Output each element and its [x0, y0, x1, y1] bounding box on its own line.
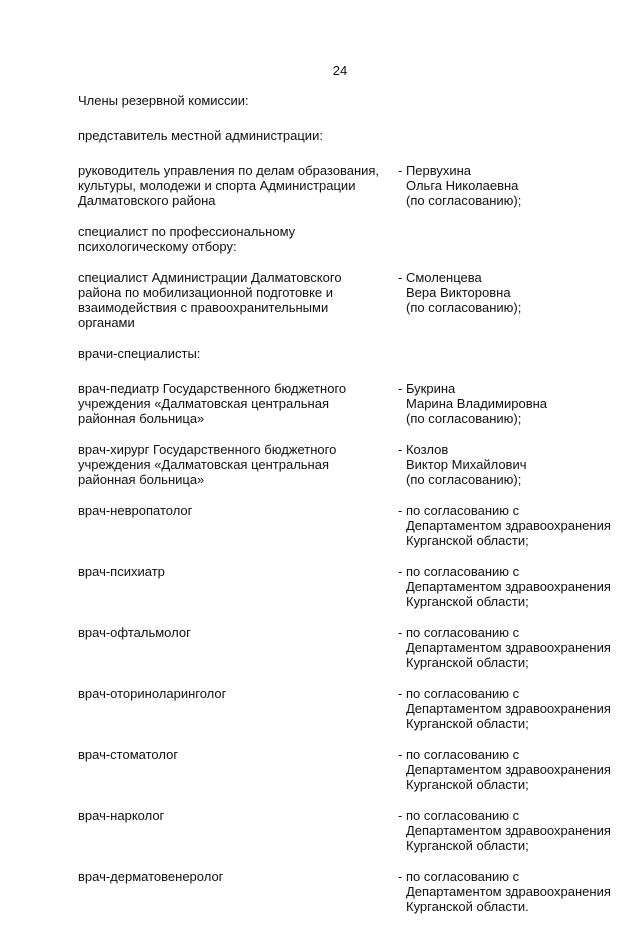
- name-line: Марина Владимировна: [406, 396, 548, 411]
- member-name: [390, 224, 618, 254]
- position-line: учреждения «Далматовская центральная: [78, 457, 330, 472]
- position-line: взаимодействия с правоохранительными: [78, 300, 329, 315]
- name-line: Департаментом здравоохранения: [406, 579, 611, 594]
- name-line: Ольга Николаевна: [406, 178, 519, 193]
- name-line: (по согласованию);: [406, 193, 522, 208]
- member-name: [390, 747, 618, 792]
- members-list-top: [78, 163, 618, 330]
- member-name: [390, 686, 618, 731]
- position-line: специалист по профессиональному: [78, 224, 296, 239]
- member-row: [78, 381, 618, 426]
- name-line: - Смоленцева: [398, 270, 482, 285]
- position-line: культуры, молодежи и спорта Администрации: [78, 178, 356, 193]
- name-line: - Букрина: [398, 381, 456, 396]
- position-line: врач-педиатр Государственного бюджетного: [78, 381, 347, 396]
- member-name: [390, 625, 618, 670]
- position-line: района по мобилизационной подготовке и: [78, 285, 334, 300]
- member-position: [78, 747, 390, 792]
- name-line: - по согласованию с: [398, 869, 520, 884]
- member-row: [78, 747, 618, 792]
- member-row: [78, 564, 618, 609]
- member-row: [78, 869, 618, 914]
- page-number: 24: [332, 63, 348, 78]
- member-name: [390, 808, 618, 853]
- position-line: врач-хирург Государственного бюджетного: [78, 442, 337, 457]
- member-position: [78, 224, 390, 254]
- commission-heading: Члены резервной комиссии:: [78, 93, 249, 108]
- member-position: [78, 686, 390, 731]
- member-row: [78, 270, 618, 330]
- member-row: [78, 503, 618, 548]
- member-row: [78, 808, 618, 853]
- member-position: [78, 163, 390, 208]
- name-line: Курганской области;: [406, 594, 529, 609]
- position-line: врач-оториноларинголог: [78, 686, 227, 701]
- member-row: [78, 442, 618, 487]
- member-name: [390, 163, 618, 208]
- member-name: [390, 442, 618, 487]
- name-line: Виктор Михайлович: [406, 457, 527, 472]
- name-line: Курганской области;: [406, 533, 529, 548]
- name-line: Курганской области;: [406, 655, 529, 670]
- member-position: [78, 625, 390, 670]
- member-name: [390, 270, 618, 330]
- name-line: - Первухина: [398, 163, 472, 178]
- member-row: [78, 686, 618, 731]
- name-line: Департаментом здравоохранения: [406, 518, 611, 533]
- member-position: [78, 270, 390, 330]
- name-line: Департаментом здравоохранения: [406, 640, 611, 655]
- name-line: Департаментом здравоохранения: [406, 823, 611, 838]
- member-name: [390, 564, 618, 609]
- position-line: врач-стоматолог: [78, 747, 179, 762]
- member-position: [78, 869, 390, 914]
- name-line: Курганской области;: [406, 777, 529, 792]
- position-line: врач-нарколог: [78, 808, 165, 823]
- name-line: (по согласованию);: [406, 300, 522, 315]
- position-line: учреждения «Далматовская центральная: [78, 396, 330, 411]
- position-line: руководитель управления по делам образования,: [78, 163, 380, 178]
- member-position: [78, 808, 390, 853]
- member-position: [78, 381, 390, 426]
- name-line: (по согласованию);: [406, 411, 522, 426]
- name-line: Департаментом здравоохранения: [406, 762, 611, 777]
- position-line: Далматовского района: [78, 193, 216, 208]
- member-row: [78, 163, 618, 208]
- name-line: Департаментом здравоохранения: [406, 884, 611, 899]
- position-line: врач-психиатр: [78, 564, 165, 579]
- name-line: - по согласованию с: [398, 503, 520, 518]
- name-line: Курганской области;: [406, 838, 529, 853]
- name-line: Вера Викторовна: [406, 285, 511, 300]
- administration-subheading: представитель местной администрации:: [78, 128, 323, 143]
- member-name: [390, 503, 618, 548]
- position-line: врач-офтальмолог: [78, 625, 191, 640]
- member-row: [78, 224, 618, 254]
- member-row: [78, 625, 618, 670]
- member-position: [78, 442, 390, 487]
- name-line: - Козлов: [398, 442, 449, 457]
- name-line: (по согласованию);: [406, 472, 522, 487]
- name-line: - по согласованию с: [398, 808, 520, 823]
- position-line: врач-дерматовенеролог: [78, 869, 224, 884]
- member-position: [78, 564, 390, 609]
- name-line: - по согласованию с: [398, 686, 520, 701]
- name-line: - по согласованию с: [398, 747, 520, 762]
- name-line: - по согласованию с: [398, 564, 520, 579]
- member-name: [390, 869, 618, 914]
- position-line: органами: [78, 315, 135, 330]
- name-line: Курганской области;: [406, 716, 529, 731]
- name-line: Курганской области.: [406, 899, 529, 914]
- position-line: врач-невропатолог: [78, 503, 193, 518]
- member-position: [78, 503, 390, 548]
- position-line: психологическому отбору:: [78, 239, 237, 254]
- position-line: районная больница»: [78, 411, 205, 426]
- doctors-heading: врачи-специалисты:: [78, 346, 201, 361]
- document-body: [78, 93, 618, 930]
- name-line: Департаментом здравоохранения: [406, 701, 611, 716]
- name-line: - по согласованию с: [398, 625, 520, 640]
- member-name: [390, 381, 618, 426]
- doctors-list: [78, 381, 618, 914]
- position-line: специалист Администрации Далматовского: [78, 270, 342, 285]
- position-line: районная больница»: [78, 472, 205, 487]
